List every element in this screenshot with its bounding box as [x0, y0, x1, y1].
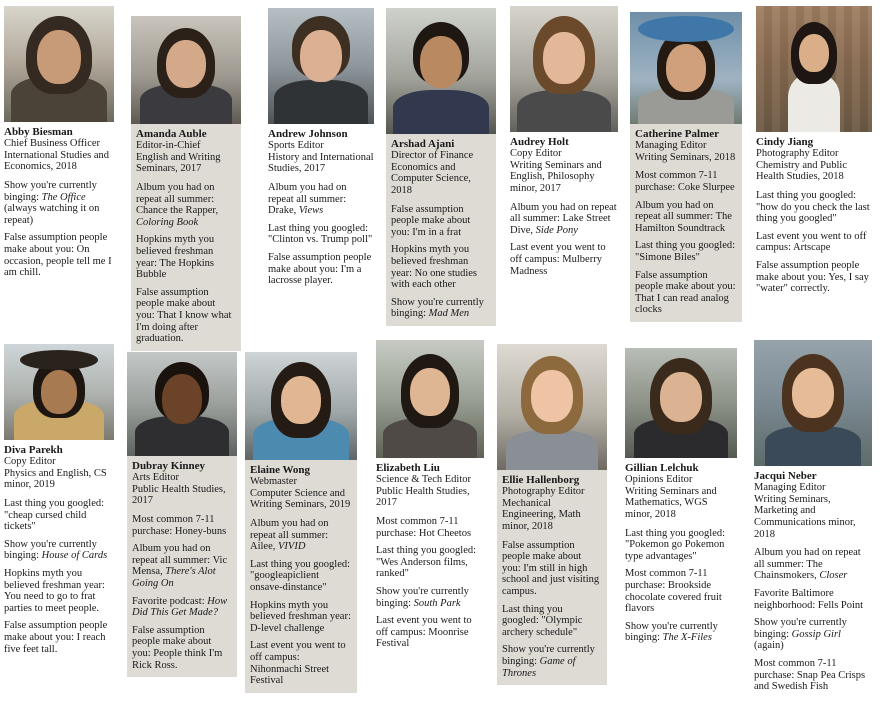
- profile-answer: False assumption people make about you: That I can read analog clocks: [635, 269, 736, 316]
- profile-card: [510, 6, 618, 283]
- profile-answer: Hopkins myth you believed freshman year: No one studies with each other: [391, 244, 478, 291]
- profile-answer: False assumption people make about you: People think I'm Rick Ross.: [132, 624, 223, 671]
- profile-name: Jacqui Neber: [754, 470, 817, 482]
- profile-title: Editor-in-Chief English and Writing Seminars, 2017: [136, 140, 221, 175]
- profile-answers: [4, 498, 114, 655]
- profile-photo: [630, 12, 742, 124]
- profile-photo: [376, 340, 484, 458]
- profile-answer: Last thing you googled: "Wes Anderson films, ranked": [376, 545, 477, 580]
- profile-text: [630, 124, 742, 322]
- profile-card: [625, 348, 737, 650]
- profile-text: [386, 134, 496, 326]
- profile-answer: Last thing you googled: "cheap cursed child tickets": [4, 497, 105, 533]
- profile-answer: Show you're currently binging: The X-Files: [625, 620, 718, 644]
- profile-card: [376, 340, 484, 656]
- profile-answers: [136, 182, 236, 345]
- profile-text: [497, 470, 607, 685]
- profile-answer: Show you're currently binging: The Office (always watching it on repeat): [4, 179, 100, 226]
- profile-answers: [391, 204, 491, 320]
- profile-text: [376, 458, 484, 656]
- profile-title: Opinions Editor Writing Seminars and Mathematics, WGS minor, 2018: [625, 474, 717, 520]
- profile-answer: Album you had on repeat all summer: Vic Mensa, There's Alot Going On: [132, 543, 228, 589]
- profile-answer: Last thing you googled: "Clinton vs. Trump poll": [268, 222, 373, 246]
- profile-card: [245, 352, 357, 693]
- profile-name: Catherine Palmer: [635, 128, 719, 140]
- profile-card: [756, 6, 872, 301]
- profile-answer: Last event you went to off campus: Nihonmachi Street Festival: [250, 640, 346, 687]
- profile-text: [131, 124, 241, 351]
- profile-title: Science & Tech Editor Public Health Studies, 2017: [376, 474, 471, 509]
- profile-title: Managing Editor Writing Seminars, Marketing and Communications minor, 2018: [754, 482, 856, 540]
- profile-title: Photography Editor Mechanical Engineering, Math minor, 2018: [502, 486, 585, 532]
- profile-answers: [132, 514, 232, 671]
- profile-card: [268, 8, 374, 293]
- profile-answer: Album you had on repeat all summer: Chance the Rapper, Coloring Book: [136, 181, 219, 228]
- profile-title: Copy Editor Physics and English, CS minor, 2019: [4, 456, 107, 491]
- profile-answers: [4, 180, 114, 279]
- profile-answers: [510, 202, 618, 278]
- profile-name: Diva Parekh: [4, 444, 63, 456]
- profile-answers: [268, 182, 374, 287]
- profile-answer: Hopkins myth you believed freshman year: D-level challenge: [250, 599, 351, 634]
- profile-answer: Hopkins myth you believed freshman year: The Hopkins Bubble: [136, 234, 215, 281]
- profile-name: Audrey Holt: [510, 136, 569, 148]
- profile-title: Chief Business Officer International Studies and Economics, 2018: [4, 138, 109, 173]
- profile-photo: [510, 6, 618, 132]
- profile-name: Ellie Hallenborg: [502, 474, 580, 486]
- profile-name: Abby Biesman: [4, 126, 73, 138]
- profile-photo: [127, 352, 237, 456]
- profile-title: Arts Editor Public Health Studies, 2017: [132, 472, 226, 507]
- profile-answer: False assumption people make about you: On occasion, people tell me I am chill.: [4, 232, 112, 279]
- profile-photo: [386, 8, 496, 134]
- profile-answer: Most common 7-11 purchase: Honey-buns: [132, 513, 227, 537]
- profile-text: [245, 460, 357, 693]
- profile-name: Gillian Lelchuk: [625, 462, 699, 474]
- profile-text: [754, 466, 872, 699]
- profile-card: [127, 352, 237, 677]
- profile-answer: False assumption people make about you: I'm still in high school and just visiting campus.: [502, 539, 600, 597]
- profile-title: Copy Editor Writing Seminars and English, Philosophy minor, 2017: [510, 148, 602, 194]
- profile-answer: Album you had on repeat all summer: Ailee, VIVID: [250, 517, 329, 553]
- profile-answer: Favorite podcast: How Did This Get Made?: [132, 595, 228, 619]
- profile-answer: Hopkins myth you believed freshman year: You need to go to frat parties to meet people.: [4, 567, 105, 614]
- profile-title: Photography Editor Chemistry and Public Health Studies, 2018: [756, 148, 847, 183]
- profile-answer: False assumption people make about you: That I know what I'm doing after graduation.: [136, 286, 232, 345]
- profile-answer: Show you're currently binging: Gossip Girl (again): [754, 617, 847, 652]
- profile-answers: [502, 540, 602, 680]
- profile-answer: Last thing you googled: "Olympic archery schedule": [502, 603, 583, 638]
- profile-answer: Last thing you googled: "Simone Biles": [635, 240, 736, 263]
- profile-card: [386, 8, 496, 326]
- profile-answer: Last event you went to off campus: Artscape: [756, 230, 867, 254]
- profile-photo: [625, 348, 737, 458]
- profile-card: [630, 12, 742, 322]
- profile-photo: [268, 8, 374, 124]
- profile-answer: Album you had on repeat all summer: Drake, Views: [268, 181, 347, 217]
- profile-answer: False assumption people make about you: I'm a lacrosse player.: [268, 251, 372, 287]
- profile-text: [4, 122, 114, 285]
- profile-answer: False assumption people make about you: I reach five feet tall.: [4, 620, 108, 655]
- profile-name: Andrew Johnson: [268, 128, 348, 140]
- profile-card: [4, 6, 114, 285]
- profile-answer: Show you're currently binging: South Park: [376, 585, 469, 609]
- profile-card: [4, 344, 114, 661]
- profile-name: Arshad Ajani: [391, 138, 455, 150]
- profile-card: [131, 16, 241, 351]
- profile-answer: Most common 7-11 purchase: Coke Slurpee: [635, 170, 735, 193]
- profile-name: Dubray Kinney: [132, 460, 206, 472]
- profile-photo: [754, 340, 872, 466]
- profile-answers: [756, 190, 872, 295]
- profile-title: Sports Editor History and International Studies, 2017: [268, 140, 374, 175]
- profile-photo: [497, 344, 607, 470]
- profile-answer: Favorite Baltimore neighborhood: Fells Point: [754, 587, 864, 611]
- profile-answer: False assumption people make about you: Yes, I say "water" correctly.: [756, 259, 869, 295]
- profile-answer: Last event you went to off campus: Mulberry Madness: [510, 242, 606, 277]
- profile-answers: [250, 518, 352, 687]
- profile-answers: [376, 516, 484, 650]
- profile-answer: Last thing you googled: "how do you check the last thing you googled": [756, 189, 870, 225]
- profile-answers: [635, 170, 737, 316]
- profile-text: [4, 440, 114, 661]
- profile-photo: [245, 352, 357, 460]
- profile-answer: False assumption people make about you: I'm in a frat: [391, 203, 471, 238]
- profile-answer: Show you're currently binging: Game of Thrones: [502, 644, 595, 679]
- profile-title: Webmaster Computer Science and Writing Seminars, 2019: [250, 476, 351, 511]
- profile-text: [268, 124, 374, 293]
- profile-answer: Most common 7-11 purchase: Snap Pea Crisps and Swedish Fish: [754, 657, 866, 693]
- profile-answer: Last thing you googled: "googleapiclient onsave-dinstance": [250, 558, 351, 593]
- profile-name: Amanda Auble: [136, 128, 207, 140]
- profile-text: [127, 456, 237, 677]
- profile-answer: Most common 7-11 purchase: Hot Cheetos: [376, 515, 472, 539]
- profile-photo: [131, 16, 241, 124]
- profile-card: [497, 344, 607, 685]
- profile-answer: Last event you went to off campus: Moonrise Festival: [376, 615, 472, 650]
- profile-answer: Show you're currently binging: House of Cards: [4, 538, 108, 562]
- profile-answer: Album you had on repeat all summer: The Chainsmokers, Closer: [754, 547, 861, 582]
- profile-photo: [756, 6, 872, 132]
- profile-photo: [4, 344, 114, 440]
- profile-answer: Show you're currently binging: Mad Men: [391, 296, 484, 320]
- profile-photo: [4, 6, 114, 122]
- profile-answer: Most common 7-11 purchase: Brookside chocolate covered fruit flavors: [625, 568, 722, 615]
- profile-name: Elaine Wong: [250, 464, 311, 476]
- profile-name: Cindy Jiang: [756, 136, 814, 148]
- profile-answer: Last thing you googled: "Pokemon go Pokemon type advantages": [625, 527, 726, 562]
- profile-title: Director of Finance Economics and Computer Science, 2018: [391, 150, 474, 196]
- profile-answer: Album you had on repeat all summer: Lake Street Dive, Side Pony: [510, 201, 617, 236]
- profile-card: [754, 340, 872, 699]
- profile-answers: [754, 547, 872, 693]
- profile-text: [510, 132, 618, 283]
- profile-title: Managing Editor Writing Seminars, 2018: [635, 140, 736, 163]
- profile-text: [756, 132, 872, 301]
- profile-answers: [625, 528, 737, 644]
- profile-answer: Album you had on repeat all summer: The Hamilton Soundtrack: [635, 199, 732, 234]
- profile-name: Elizabeth Liu: [376, 462, 440, 474]
- profile-text: [625, 458, 737, 650]
